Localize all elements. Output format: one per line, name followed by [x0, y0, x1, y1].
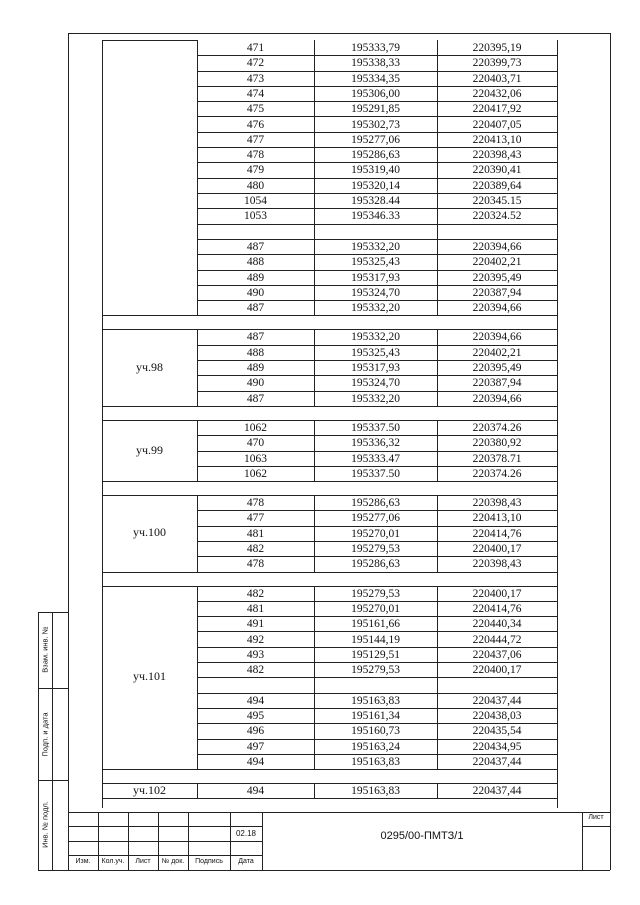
coord-y: 220400,17 — [472, 587, 522, 600]
coord-x: 195333.47 — [351, 452, 400, 465]
coord-y: 220417,92 — [472, 103, 522, 116]
coord-x: 195337.50 — [351, 467, 400, 480]
point-number: 1062 — [244, 467, 267, 480]
coord-y: 220324.52 — [472, 210, 522, 223]
coord-y: 220407,05 — [472, 118, 522, 131]
coord-x: 195338,33 — [351, 57, 400, 70]
sheet-label: Лист — [588, 814, 604, 821]
stamp-left — [38, 612, 39, 870]
coord-y: 220390,41 — [472, 164, 522, 177]
coord-y: 220399,73 — [472, 57, 522, 70]
section-label: уч.101 — [132, 669, 167, 684]
coord-x: 195325,43 — [351, 256, 400, 269]
col-line — [197, 329, 198, 406]
section-bottom-line — [102, 572, 557, 573]
coord-x: 195346.33 — [351, 210, 400, 223]
coord-x: 195279,53 — [351, 587, 400, 600]
point-number: 481 — [246, 602, 265, 615]
col-line — [197, 586, 198, 770]
point-number: 494 — [246, 694, 265, 707]
coord-x: 195325,43 — [351, 346, 400, 359]
coord-y: 220435,54 — [472, 725, 522, 738]
point-number: 487 — [246, 392, 265, 405]
coord-x: 195286,63 — [351, 149, 400, 162]
title-column-header: Кол.уч. — [101, 858, 125, 865]
title-column-header: Дата — [238, 858, 254, 865]
col-line — [197, 783, 198, 798]
col-line — [314, 783, 315, 798]
coord-x: 195161,34 — [351, 710, 400, 722]
point-number: 487 — [246, 240, 265, 253]
coord-y: 220402,21 — [472, 256, 522, 269]
coord-x: 195279,53 — [351, 543, 400, 555]
coord-y: 220440,34 — [472, 618, 522, 631]
table-right — [557, 40, 558, 808]
coord-x: 195270,01 — [351, 527, 400, 540]
coord-y: 220400,17 — [472, 664, 522, 677]
coord-x: 195324,70 — [351, 377, 400, 390]
point-number: 497 — [246, 740, 265, 753]
coord-x: 195277,06 — [351, 133, 400, 146]
coord-y: 220380,92 — [472, 437, 522, 450]
section-label: уч.98 — [135, 359, 164, 374]
frame-top — [68, 33, 610, 34]
coord-x: 195291,85 — [351, 103, 400, 116]
coord-x: 195144,19 — [351, 633, 400, 646]
coord-x: 195334,35 — [351, 72, 400, 85]
point-number: 482 — [246, 543, 265, 555]
document-code: 0295/00-ПМТЗ/1 — [380, 830, 464, 842]
col-line — [437, 586, 438, 770]
col-line — [437, 329, 438, 406]
point-number: 488 — [246, 256, 265, 269]
coord-y: 220389,64 — [472, 179, 522, 192]
coord-x: 195319,40 — [351, 164, 400, 177]
coord-y: 220395,49 — [472, 362, 522, 374]
title-column-header: Изм. — [75, 858, 91, 865]
section-bottom-line — [102, 798, 557, 799]
coord-y: 220374.26 — [472, 421, 522, 434]
coord-y: 220444,72 — [472, 633, 522, 646]
coord-x: 195286,63 — [351, 558, 400, 571]
coord-y: 220345.15 — [472, 195, 522, 207]
section-bottom-line — [102, 315, 557, 316]
coord-x: 195306,00 — [351, 87, 400, 100]
row-line — [197, 677, 557, 678]
col-line — [197, 40, 198, 315]
point-number: 478 — [246, 558, 265, 571]
coord-x: 195336,32 — [351, 437, 400, 450]
point-number: 490 — [246, 377, 265, 390]
point-number: 481 — [246, 527, 265, 540]
frame-bottom — [38, 870, 610, 871]
point-number: 478 — [246, 149, 265, 162]
coord-y: 220414,76 — [472, 527, 522, 540]
point-number: 475 — [246, 103, 265, 116]
coord-y: 220374.26 — [472, 467, 522, 480]
col-line — [437, 495, 438, 572]
coord-x: 195279,53 — [351, 664, 400, 677]
point-number: 477 — [246, 133, 265, 146]
frame-right — [610, 33, 611, 870]
coord-y: 220398,43 — [472, 497, 522, 510]
coord-y: 220434,95 — [472, 740, 522, 753]
coord-x: 195324,70 — [351, 286, 400, 299]
point-number: 487 — [246, 331, 265, 344]
title-column-header: № док. — [161, 858, 185, 865]
coord-x: 195163,83 — [351, 694, 400, 707]
stamp-podp-label: Подп. и дата — [40, 712, 50, 757]
coord-x: 195302,73 — [351, 118, 400, 131]
title-column-header: Лист — [135, 858, 151, 865]
coord-y: 220432,06 — [472, 87, 522, 100]
section-label: уч.100 — [132, 525, 167, 540]
coord-x: 195332,20 — [351, 302, 400, 315]
point-number: 489 — [246, 271, 265, 284]
coord-y: 220400,17 — [472, 543, 522, 555]
point-number: 489 — [246, 362, 265, 374]
col-line — [437, 420, 438, 481]
coord-x: 195286,63 — [351, 497, 400, 510]
coord-y: 220394,66 — [472, 302, 522, 315]
point-number: 473 — [246, 72, 265, 85]
coord-y: 220395,19 — [472, 42, 522, 54]
col-line — [314, 495, 315, 572]
coord-y: 220395,49 — [472, 271, 522, 284]
coord-x: 195333,79 — [351, 42, 400, 54]
title-top — [68, 812, 610, 813]
stamp-mid — [52, 612, 53, 870]
point-number: 1054 — [244, 195, 267, 207]
coord-x: 195277,06 — [351, 512, 400, 525]
col-line — [437, 40, 438, 315]
coord-y: 220394,66 — [472, 240, 522, 253]
frame-left — [68, 33, 69, 870]
stamp-div2 — [38, 780, 68, 781]
coord-y: 220413,10 — [472, 512, 522, 525]
coord-y: 220413,10 — [472, 133, 522, 146]
section-label: уч.102 — [132, 782, 167, 797]
coord-y: 220437,06 — [472, 648, 522, 661]
coord-y: 220438,03 — [472, 710, 522, 722]
point-number: 491 — [246, 618, 265, 631]
coord-y: 220403,71 — [472, 72, 522, 85]
table-left — [102, 40, 103, 808]
coord-x: 195163,83 — [351, 785, 400, 798]
point-number: 470 — [246, 437, 265, 450]
title-column-header: Подпись — [195, 858, 223, 865]
coord-x: 195332,20 — [351, 240, 400, 253]
coord-y: 220437,44 — [472, 694, 522, 707]
stamp-inv-label: Инв. № подл. — [40, 801, 50, 848]
coord-y: 220398,43 — [472, 558, 522, 571]
coord-x: 195332,20 — [351, 392, 400, 405]
title-date: 02.18 — [235, 829, 257, 838]
point-number: 480 — [246, 179, 265, 192]
col-line — [314, 40, 315, 315]
col-line — [314, 329, 315, 406]
point-number: 496 — [246, 725, 265, 738]
coord-y: 220402,21 — [472, 346, 522, 359]
point-number: 488 — [246, 346, 265, 359]
coord-x: 195320,14 — [351, 179, 400, 192]
point-number: 477 — [246, 512, 265, 525]
coord-y: 220394,66 — [472, 392, 522, 405]
point-number: 482 — [246, 664, 265, 677]
coord-x: 195317,93 — [351, 362, 400, 374]
section-bottom-line — [102, 481, 557, 482]
coord-x: 195328.44 — [351, 195, 400, 207]
coord-x: 195270,01 — [351, 602, 400, 615]
point-number: 490 — [246, 286, 265, 299]
coord-x: 195163,83 — [351, 755, 400, 768]
point-number: 1063 — [244, 452, 267, 465]
coord-y: 220378.71 — [472, 452, 522, 465]
stamp-vzam-label: Взам. инв. № — [40, 626, 50, 673]
point-number: 493 — [246, 648, 265, 661]
col-line — [197, 495, 198, 572]
section-label: уч.99 — [135, 442, 164, 457]
point-number: 471 — [246, 42, 265, 54]
coord-x: 195161,66 — [351, 618, 400, 631]
coord-y: 220387,94 — [472, 286, 522, 299]
coord-x: 195317,93 — [351, 271, 400, 284]
point-number: 494 — [246, 785, 265, 798]
point-number: 478 — [246, 497, 265, 510]
stamp-top — [38, 612, 68, 613]
point-number: 494 — [246, 755, 265, 768]
table-top — [102, 40, 197, 41]
point-number: 479 — [246, 164, 265, 177]
point-number: 1062 — [244, 421, 267, 434]
section-bottom-line — [102, 406, 557, 407]
stamp-div1 — [38, 688, 68, 689]
coord-x: 195129,51 — [351, 648, 400, 661]
col-line — [314, 420, 315, 481]
row-line — [197, 224, 557, 225]
section-bottom-line — [102, 769, 557, 770]
coord-x: 195163,24 — [351, 740, 400, 753]
point-number: 492 — [246, 633, 265, 646]
coord-x: 195160,73 — [351, 725, 400, 738]
coord-x: 195332,20 — [351, 331, 400, 344]
point-number: 476 — [246, 118, 265, 131]
coord-y: 220437,44 — [472, 785, 522, 798]
coord-y: 220387,94 — [472, 377, 522, 390]
coord-x: 195337.50 — [351, 421, 400, 434]
col-line — [197, 420, 198, 481]
col-line — [314, 586, 315, 770]
point-number: 474 — [246, 87, 265, 100]
coord-y: 220414,76 — [472, 602, 522, 615]
point-number: 482 — [246, 587, 265, 600]
coord-y: 220398,43 — [472, 149, 522, 162]
point-number: 487 — [246, 302, 265, 315]
coord-y: 220437,44 — [472, 755, 522, 768]
title-sheet-line — [582, 826, 610, 827]
point-number: 1053 — [244, 210, 267, 223]
point-number: 495 — [246, 710, 265, 722]
col-line — [437, 783, 438, 798]
coord-y: 220394,66 — [472, 331, 522, 344]
point-number: 472 — [246, 57, 265, 70]
